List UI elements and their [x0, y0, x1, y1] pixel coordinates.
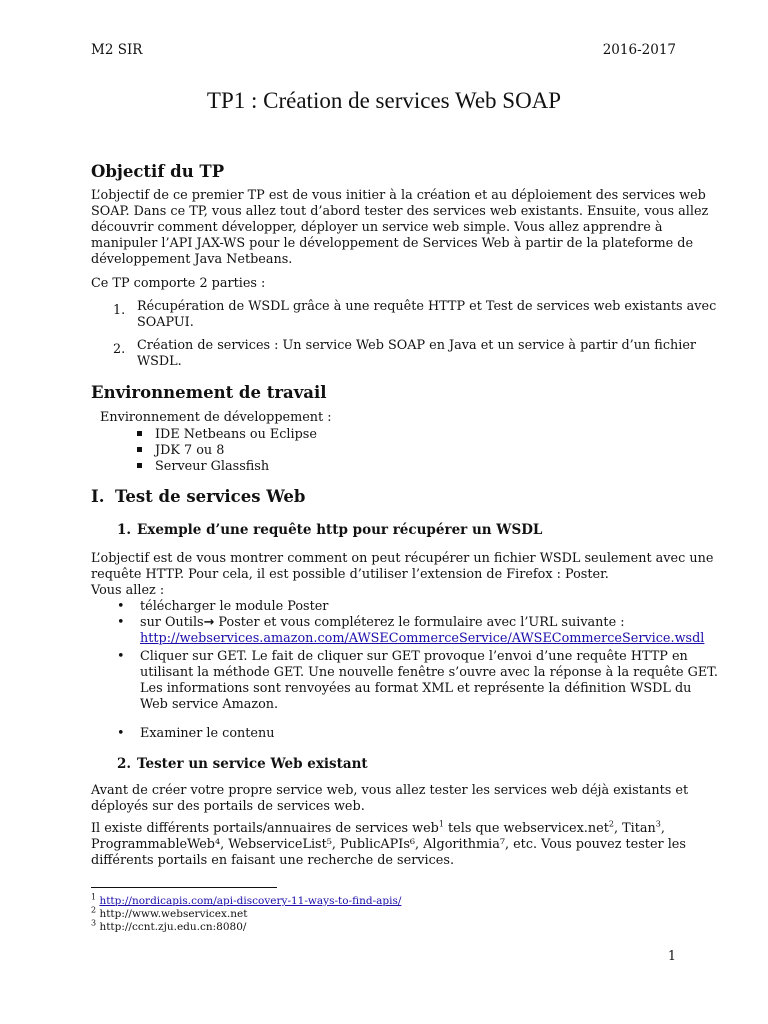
text-line: utilisant la méthode GET. Une nouvelle fenêtre s’ouvre avec la réponse à la requête GET.: [140, 665, 718, 680]
text-line: Les informations sont renvoyées au format XML et représente la définition WSDL du: [140, 681, 692, 696]
list-item: [113, 299, 125, 319]
bullet-dot-icon: •: [117, 599, 125, 614]
text-line: SOAPUI.: [137, 315, 194, 330]
footnote-separator: [91, 887, 277, 888]
footnote-text: http://www.webservicex.net: [99, 908, 248, 920]
bullet-dot-icon: •: [117, 615, 125, 630]
text-line: différents portails en faisant une recherche de services.: [91, 853, 455, 868]
list-item: [137, 427, 317, 443]
square-bullet-icon: [137, 447, 142, 452]
text-line: ProgrammableWeb⁴, WebserviceList⁵, PublicAPIs⁶, Algorithmia⁷, etc. Vous pouvez tester les: [91, 837, 686, 852]
section-heading: Test de services Web: [115, 487, 306, 506]
sub2-paragraph-2: [91, 821, 686, 869]
text-line: requête HTTP. Pour cela, il est possible d’utiliser l’extension de Firefox : Poster.: [91, 567, 609, 582]
arrow-right-icon: →: [203, 615, 215, 630]
bullet-dot-icon: •: [117, 649, 125, 664]
list-number: 2.: [113, 342, 126, 357]
text-line: découvrir comment développer, déployer un service web simple. Vous allez apprendre à: [91, 220, 663, 235]
text-line: Création de services : Un service Web SOAP en Java et un service à partir d’un fichier: [137, 338, 697, 353]
page-number: 1: [667, 949, 676, 964]
section-number: I.: [91, 487, 105, 506]
text-line: SOAP. Dans ce TP, vous allez tout d’abord tester des services web existants. Ensuite, vous allez: [91, 204, 709, 219]
footnote-ref: 2: [608, 819, 614, 829]
bullet-dot-icon: •: [117, 726, 125, 741]
list-item-text: JDK 7 ou 8: [155, 443, 225, 458]
text-line: développement Java Netbeans.: [91, 252, 293, 267]
objectif-paragraph: [91, 188, 709, 268]
list-number: 1.: [113, 303, 126, 318]
objectif-heading: Objectif du TP: [91, 162, 225, 181]
header-left: M2 SIR: [91, 42, 143, 58]
text-line: Avant de créer votre propre service web, vous allez tester les services web déjà existants et: [91, 783, 689, 798]
text-line: Cliquer sur GET. Le fait de cliquer sur GET provoque l’envoi d’une requête HTTP en: [140, 649, 688, 664]
text-span: ,: [660, 821, 665, 836]
list-item-text: Serveur Glassfish: [155, 459, 270, 474]
subsection-heading: Tester un service Web existant: [137, 756, 368, 772]
sub1-paragraph: [91, 551, 713, 599]
footnote-number: 3: [91, 918, 97, 928]
environnement-heading: Environnement de travail: [91, 383, 327, 402]
square-bullet-icon: [137, 431, 142, 436]
bullet-text: télécharger le module Poster: [140, 599, 329, 614]
text-span: Il existe différents portails/annuaires de services web: [91, 821, 439, 836]
text-line: L’objectif est de vous montrer comment on peut récupérer un fichier WSDL seulement avec une: [91, 551, 714, 566]
list-item-text: [137, 299, 716, 331]
footnote: [91, 905, 401, 921]
footnote-ref: 1: [438, 819, 444, 829]
text-span: , Titan: [613, 821, 656, 836]
bullet-item: [140, 615, 704, 647]
bullet-item: [140, 649, 718, 713]
parts-intro: Ce TP comporte 2 parties :: [91, 276, 266, 291]
wsdl-link[interactable]: http://webservices.amazon.com/AWSECommerceService/AWSECommerceService.wsdl: [140, 631, 705, 646]
text-line: WSDL.: [137, 354, 182, 369]
list-item-text: [137, 338, 696, 370]
footnote-number: 1: [91, 892, 97, 902]
subsection-number: 2.: [117, 756, 132, 772]
text-span: tels que webservicex.net: [443, 821, 609, 836]
page-title: TP1 : Création de services Web SOAP: [206, 88, 562, 113]
subsection-number: 1.: [117, 522, 132, 538]
footnote: [91, 892, 402, 908]
environnement-list: [137, 427, 317, 475]
bullet-text: Examiner le contenu: [140, 726, 275, 741]
list-item-text: IDE Netbeans ou Eclipse: [155, 427, 317, 442]
footnotes: [91, 892, 402, 934]
sub2-paragraph-1: [91, 783, 688, 815]
text-line: manipuler l’API JAX-WS pour le développement de Services Web à partir de la plateforme de: [91, 236, 694, 251]
subsection-heading: Exemple d’une requête http pour récupérer un WSDL: [137, 522, 543, 538]
list-item: [137, 443, 317, 459]
footnote-number: 2: [91, 905, 97, 915]
square-bullet-icon: [137, 463, 142, 468]
bullet-text: Poster et vous compléterez le formulaire avec l’URL suivante :: [214, 615, 625, 630]
text-line: Web service Amazon.: [140, 697, 279, 712]
footnote-text: http://ccnt.zju.edu.cn:8080/: [99, 921, 247, 933]
header-right: 2016-2017: [602, 42, 676, 58]
list-item: [113, 338, 125, 358]
bullet-text: sur Outils: [140, 615, 204, 630]
footnote-link[interactable]: http://nordicapis.com/api-discovery-11-ways-to-find-apis/: [99, 895, 402, 907]
environnement-intro: Environnement de développement :: [100, 410, 332, 425]
footnote-ref: 3: [655, 819, 661, 829]
list-item: [137, 459, 317, 475]
footnote: [91, 918, 401, 934]
text-line: déployés sur des portails de services web.: [91, 799, 365, 814]
text-line: Vous allez :: [91, 583, 165, 598]
text-line: Récupération de WSDL grâce à une requête HTTP et Test de services web existants avec: [137, 299, 717, 314]
text-line: L’objectif de ce premier TP est de vous initier à la création et au déploiement des services web: [91, 188, 706, 203]
